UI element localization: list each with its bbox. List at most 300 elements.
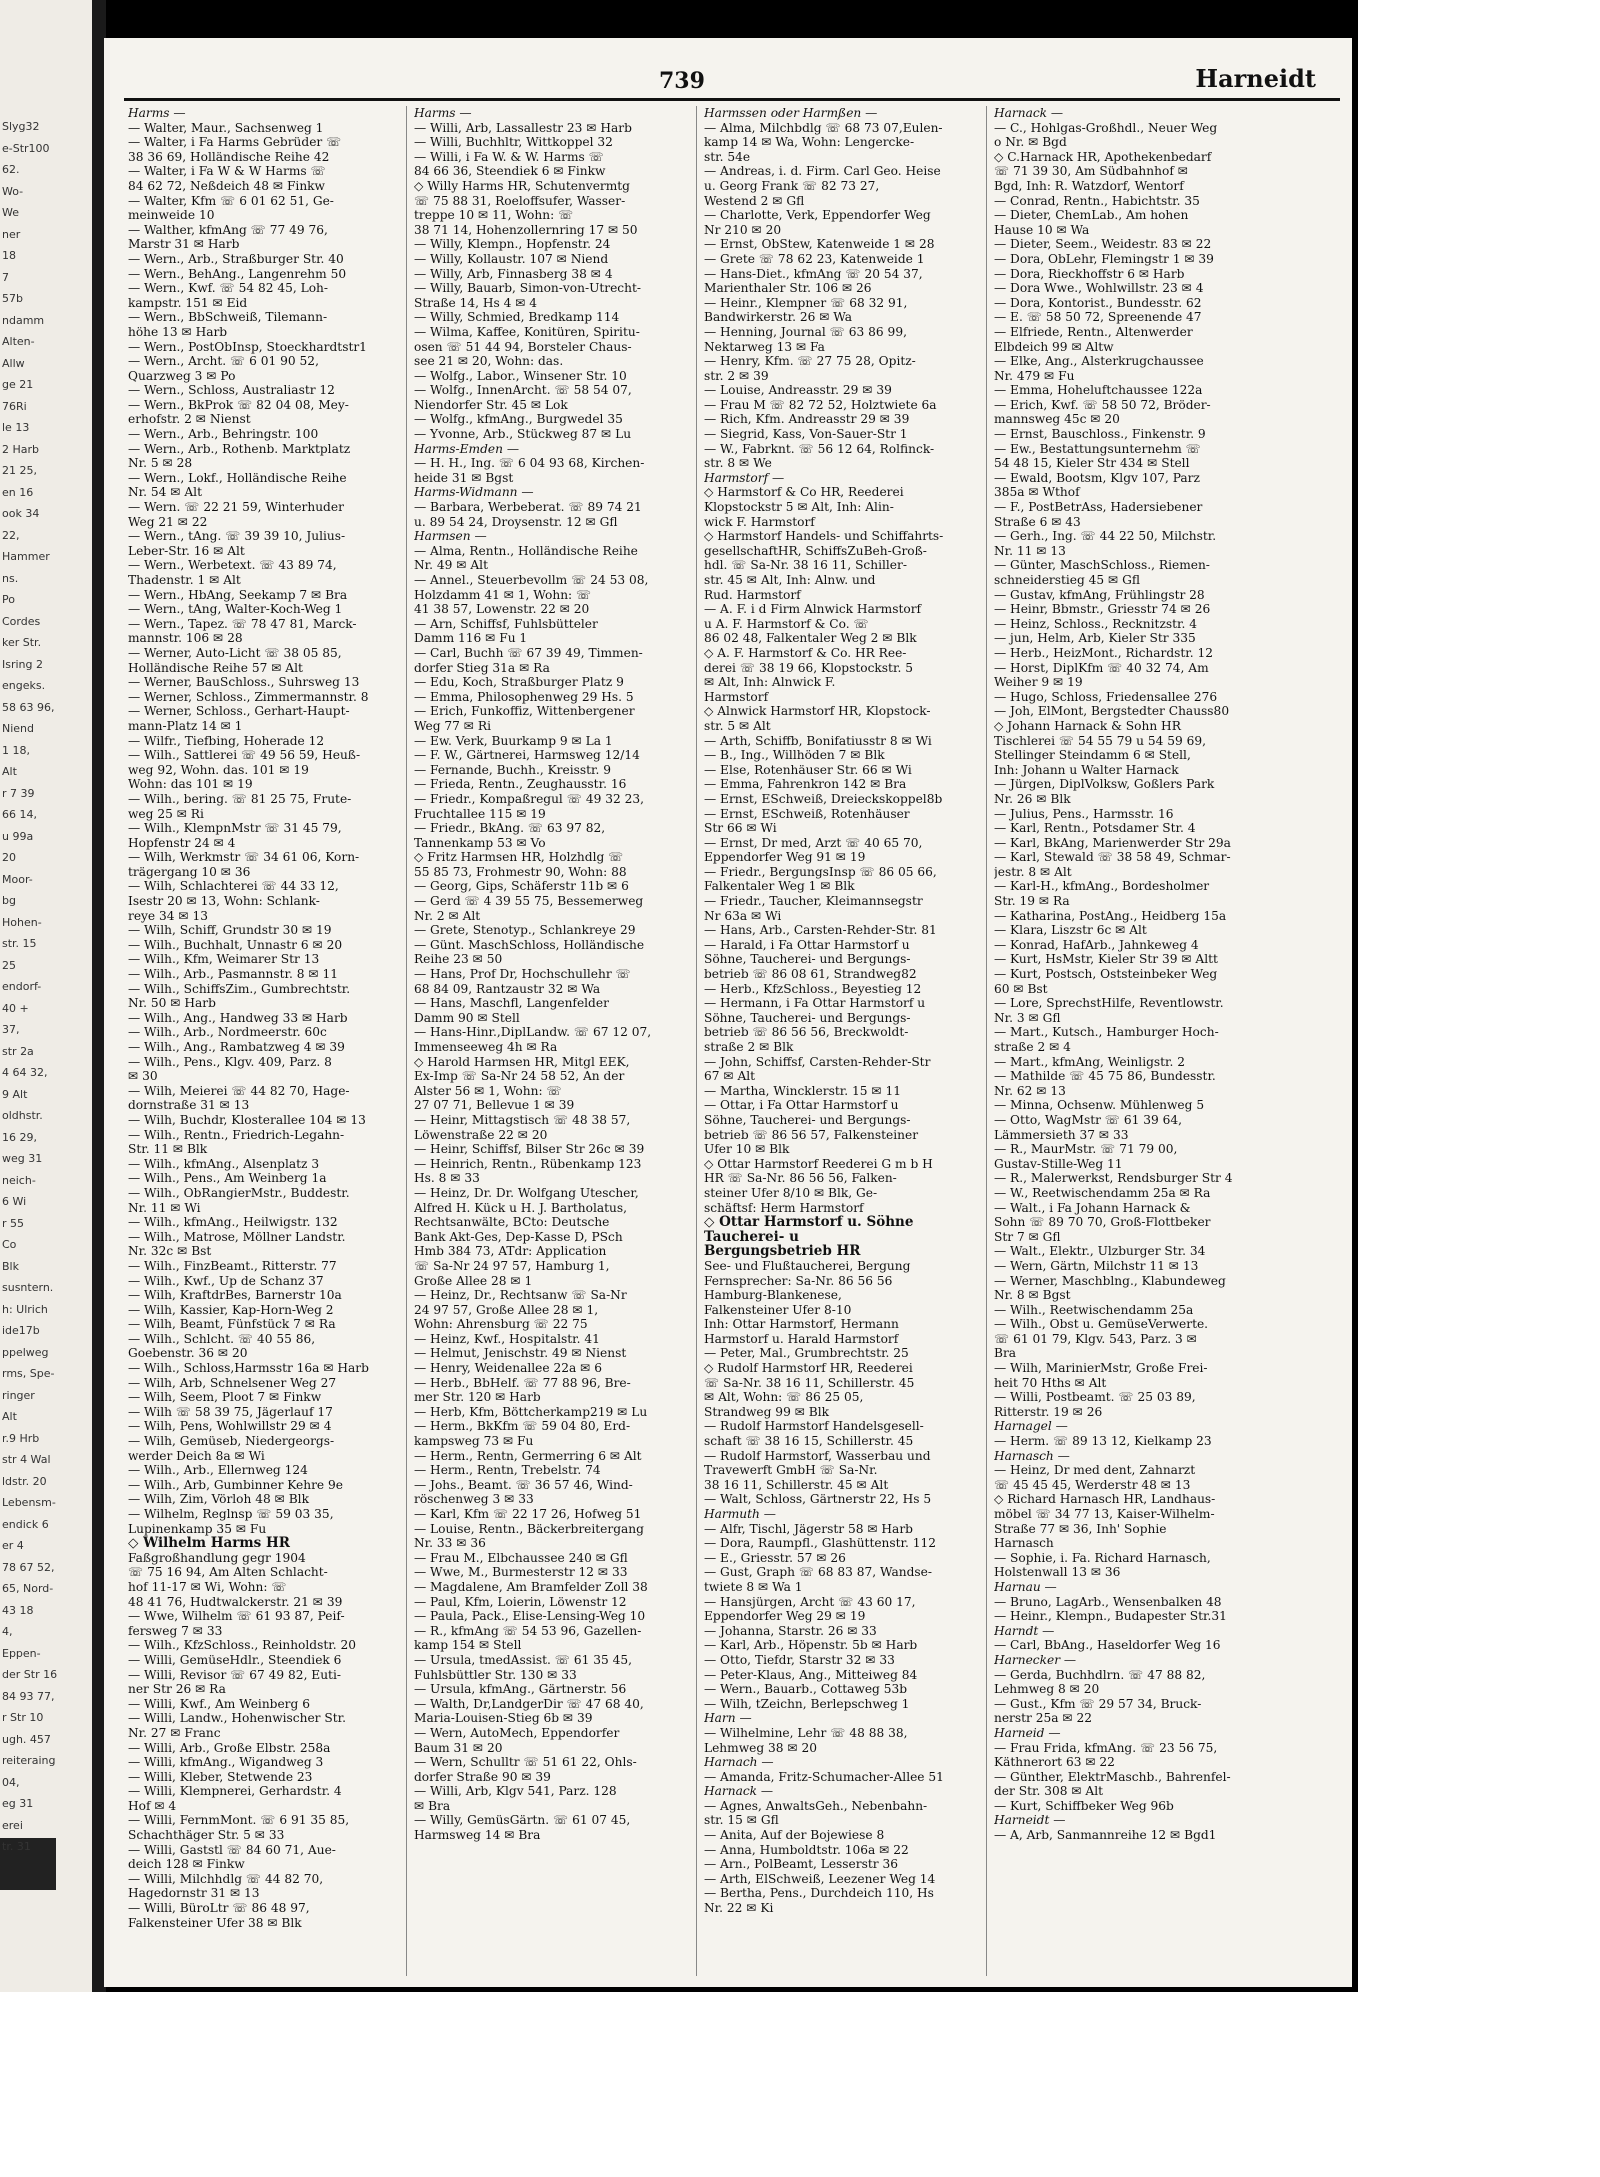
directory-entry: — B., Ing., Willhöden 7 ✉ Blk [704, 748, 885, 763]
directory-entry: ner Str 26 ✉ Ra [128, 1682, 226, 1697]
directory-entry: — Werner, Auto-Licht ☏ 38 05 85, [128, 645, 342, 660]
directory-entry: — Rudolf Harmstorf, Wasserbau und [704, 1448, 931, 1463]
directory-entry: — Hans, Maschfl, Langenfelder [414, 996, 609, 1011]
directory-entry: — Wilh., Obst u. GemüseVerwerte. [994, 1317, 1209, 1332]
margin-fragment: Moor- [2, 872, 33, 886]
directory-entry: — Wilfr., Tiefbing, Hoherade 12 [128, 733, 325, 748]
directory-entry: Nr. 11 ✉ 13 [994, 543, 1066, 558]
directory-entry: 38 16 11, Schillerstr. 45 ✉ Alt [704, 1477, 889, 1492]
surname-heading: Harnack — [994, 106, 1064, 120]
directory-entry: — Wern., Archt. ☏ 6 01 90 52, [128, 354, 319, 369]
directory-entry: — Otto, Tiefdr, Starstr 32 ✉ 33 [704, 1652, 895, 1667]
directory-entry: Lehmweg 8 ✉ 20 [994, 1682, 1100, 1697]
margin-fragment: le 13 [2, 421, 30, 434]
directory-entry: Nr. 22 ✉ Ki [704, 1901, 774, 1916]
directory-entry: — Wwe, M., Burmesterstr 12 ✉ 33 [414, 1565, 628, 1580]
margin-fragment: ook 34 [2, 507, 40, 520]
directory-entry: — Wilh, Werkmstr ☏ 34 61 06, Korn- [128, 850, 360, 865]
directory-entry: Nr. 26 ✉ Blk [994, 791, 1071, 806]
directory-entry: — Frau M., Elbchaussee 240 ✉ Gfl [414, 1550, 628, 1565]
directory-entry: trägergang 10 ✉ 36 [128, 864, 251, 879]
directory-entry: Hamburg-Blankenese, [704, 1288, 842, 1303]
directory-entry: kamp 154 ✉ Stell [414, 1638, 522, 1653]
directory-entry: — Wilh, Schiff, Grundstr 30 ✉ 19 [128, 923, 332, 938]
directory-entry: Käthnerort 63 ✉ 22 [994, 1755, 1115, 1770]
directory-entry: — Willi, GemüseHdlr., Steendiek 6 [128, 1652, 342, 1667]
directory-entry: — Kurt, Schiffbeker Weg 96b [994, 1798, 1174, 1813]
directory-entry: — Mathilde ☏ 45 75 86, Bundesstr. [994, 1069, 1216, 1084]
directory-entry: — Willi, Arb., Große Elbstr. 258a [128, 1740, 331, 1755]
directory-entry: — Otto, WagMstr ☏ 61 39 64, [994, 1112, 1183, 1127]
directory-entry: — Friedr., Kompaßregul ☏ 49 32 23, [414, 791, 644, 806]
directory-entry: — Willi, Milchhdlg ☏ 44 82 70, [128, 1871, 324, 1886]
directory-entry: — Frau M ☏ 82 72 52, Holztwiete 6a [704, 397, 937, 412]
directory-entry: Nr 63a ✉ Wi [704, 908, 782, 923]
directory-entry: — Wilh., Ang., Handweg 33 ✉ Harb [128, 1010, 348, 1025]
directory-entry: — Heinrich, Rentn., Rübenkamp 123 [414, 1156, 642, 1171]
directory-entry: nerstr 25a ✉ 22 [994, 1711, 1092, 1726]
surname-heading: Harnagel — [994, 1419, 1068, 1434]
directory-entry: — Wern., Werbetext. ☏ 43 89 74, [128, 558, 337, 573]
directory-entry: Hs. 8 ✉ 33 [414, 1171, 480, 1186]
directory-entry: — jun, Helm, Arb, Kieler Str 335 [994, 631, 1196, 646]
directory-entry: mer Str. 120 ✉ Harb [414, 1390, 541, 1405]
page-number: 739 [659, 68, 705, 94]
directory-entry: Nr. 11 ✉ Wi [128, 1200, 201, 1215]
directory-entry: — Werner, Maschblng., Klabundeweg [994, 1273, 1226, 1288]
directory-entry: — Grete ☏ 78 62 23, Katenweide 1 [704, 251, 925, 266]
directory-entry: Nr. 49 ✉ Alt [414, 558, 488, 573]
directory-entry: — Emma, Philosophenweg 29 Hs. 5 [414, 689, 634, 704]
margin-fragment: 76Ri [2, 399, 27, 413]
directory-entry: — Ernst, ESchweiß, Dreieckskoppel8b [704, 791, 943, 806]
margin-fragment: Lebensm- [2, 1496, 56, 1509]
directory-entry: Harmsweg 14 ✉ Bra [414, 1828, 541, 1843]
directory-entry: betrieb ☏ 86 56 56, Breckwoldt- [704, 1025, 909, 1040]
directory-entry: — John, Schiffsf, Carsten-Rehder-Str [704, 1054, 931, 1069]
directory-entry: Strandweg 99 ✉ Blk [704, 1404, 830, 1419]
directory-entry: — Hans-Hinr.,DiplLandw. ☏ 67 12 07, [414, 1025, 652, 1040]
directory-entry: — Herm., Rentn, Germerring 6 ✉ Alt [414, 1448, 642, 1463]
running-head: Harneidt [1195, 64, 1316, 93]
directory-entry: — Ernst, Dr med, Arzt ☏ 40 65 70, [704, 835, 923, 850]
directory-page [104, 38, 1352, 1987]
directory-entry: — Gerh., Ing. ☏ 44 22 50, Milchstr. [994, 529, 1217, 544]
directory-entry: straße 2 ✉ 4 [994, 1040, 1071, 1054]
directory-entry: — Wilh., Pens., Am Weinberg 1a [128, 1171, 327, 1186]
directory-entry: hdl. ☏ Sa-Nr. 38 16 11, Schiller- [704, 558, 907, 573]
directory-entry: — Wilh., Kwf., Up de Schanz 37 [128, 1273, 324, 1288]
directory-entry: Weg 21 ✉ 22 [128, 514, 208, 529]
directory-entry: Inh: Johann u Walter Harnack [994, 762, 1179, 777]
directory-entry: — Bertha, Pens., Durchdeich 110, Hs [704, 1886, 934, 1901]
directory-entry: — Julius, Pens., Harmsstr. 16 [994, 806, 1174, 821]
column-2 [414, 106, 690, 1843]
directory-entry: ✉ Alt, Inh: Alnwick F. [704, 675, 836, 690]
directory-entry: — Arth, Schiffb, Bonifatiusstr 8 ✉ Wi [704, 733, 932, 748]
directory-entry: erhofstr. 2 ✉ Nienst [128, 412, 251, 427]
margin-fragment: Cordes [2, 614, 41, 628]
directory-entry: — Ernst, ESchweiß, Rotenhäuser [704, 806, 910, 821]
directory-entry: — Anita, Auf der Bojewiese 8 [704, 1828, 885, 1843]
directory-entry: Hause 10 ✉ Wa [994, 222, 1090, 237]
directory-entry: o Nr. ✉ Bgd [994, 135, 1067, 150]
directory-entry: str. 15 ✉ Gfl [704, 1813, 779, 1828]
directory-entry: — Emma, Hoheluftchaussee 122a [994, 383, 1203, 398]
margin-fragment: 4, [2, 1625, 13, 1638]
directory-entry: 84 62 72, Neßdeich 48 ✉ Finkw [128, 178, 325, 193]
directory-entry: Harmstorf [704, 689, 769, 704]
directory-entry: Faßgroßhandlung gegr 1904 [128, 1550, 306, 1565]
directory-entry: — Louise, Andreasstr. 29 ✉ 39 [704, 383, 892, 398]
directory-entry: — Frau Frida, kfmAng. ☏ 23 56 75, [994, 1740, 1218, 1755]
margin-fragment: ppelweg [2, 1345, 49, 1359]
directory-entry: — Wilh, Kassier, Kap-Horn-Weg 2 [128, 1302, 334, 1317]
directory-entry: 38 71 14, Hohenzollernring 17 ✉ 50 [414, 222, 638, 237]
margin-fragment: r Str 10 [2, 1711, 44, 1724]
directory-entry: Goebenstr. 36 ✉ 20 [128, 1346, 248, 1361]
directory-entry: Thadenstr. 1 ✉ Alt [128, 573, 241, 587]
directory-entry: — Andreas, i. d. Firm. Carl Geo. Heise [704, 164, 941, 179]
margin-fragment: Niend [2, 722, 35, 735]
directory-entry: ✉ Alt, Wohn: ☏ 86 25 05, [704, 1390, 864, 1405]
directory-entry: — Wern., Tapez. ☏ 78 47 81, Marck- [128, 616, 357, 631]
directory-entry: — Wilh, Zim, Vörloh 48 ✉ Blk [128, 1492, 309, 1507]
directory-entry: reye 34 ✉ 13 [128, 908, 208, 923]
directory-entry: str. 5 ✉ Alt [704, 718, 771, 733]
directory-entry: schneiderstieg 45 ✉ Gfl [994, 573, 1141, 587]
directory-entry: — Carl, BbAng., Haseldorfer Weg 16 [994, 1638, 1221, 1653]
directory-entry: — Hansjürgen, Archt ☏ 43 60 17, [704, 1594, 916, 1609]
margin-fragment: ide17b [2, 1324, 40, 1337]
margin-fragment: Blk [2, 1259, 19, 1273]
directory-entry: 41 38 57, Lowenstr. 22 ✉ 20 [414, 602, 590, 617]
directory-entry: — Wilh., Ang., Rambatzweg 4 ✉ 39 [128, 1040, 345, 1054]
margin-fragment: 2 Harb [2, 442, 40, 456]
directory-entry: — Willi, Kwf., Am Weinberg 6 [128, 1696, 310, 1711]
directory-entry: — Ew., Bestattungsunternehm ☏ [994, 441, 1201, 456]
directory-entry: 84 66 36, Steendiek 6 ✉ Finkw [414, 164, 606, 179]
directory-entry: Große Allee 28 ✉ 1 [414, 1273, 533, 1288]
margin-fragment: Alten- [2, 335, 35, 348]
margin-fragment: 37, [2, 1023, 20, 1036]
margin-fragment: Wo- [2, 184, 24, 198]
directory-entry: — Elke, Ang., Alsterkrugchaussee [994, 354, 1204, 369]
directory-entry: — Wilh., Arb., Pasmannstr. 8 ✉ 11 [128, 967, 338, 982]
directory-entry: Gustav-Stille-Weg 11 [994, 1156, 1123, 1171]
directory-entry: Alster 56 ✉ 1, Wohn: ☏ [414, 1083, 562, 1098]
directory-entry: — Wilh., Rentn., Friedrich-Legahn- [128, 1127, 345, 1142]
margin-fragment: 22, [2, 528, 20, 542]
directory-entry: — Walt, Schloss, Gärtnerstr 22, Hs 5 [704, 1492, 932, 1507]
directory-entry: Str 7 ✉ Gfl [994, 1229, 1061, 1244]
directory-entry: — Werner, Schloss., Gerhart-Haupt- [128, 704, 350, 719]
directory-entry: ◇ Johann Harnack & Sohn HR [994, 718, 1181, 733]
directory-entry: — Willi, Gaststl ☏ 84 60 71, Aue- [128, 1842, 336, 1857]
directory-entry: — Charlotte, Verk, Eppendorfer Weg [704, 208, 931, 223]
surname-heading: Harms-Emden — [414, 441, 520, 456]
directory-entry: Bgd, Inh: R. Watzdorf, Wentorf [994, 178, 1184, 193]
directory-entry: — Walther, kfmAng ☏ 77 49 76, [128, 222, 328, 237]
directory-entry: — Wilh, Beamt, Fünfstück 7 ✉ Ra [128, 1317, 336, 1332]
margin-fragment: 9 Alt [2, 1087, 28, 1101]
directory-entry: — Wilh., KlempnMstr ☏ 31 45 79, [128, 821, 342, 836]
directory-entry: werder Deich 8a ✉ Wi [128, 1448, 265, 1463]
directory-entry: — Katharina, PostAng., Heidberg 15a [994, 908, 1227, 923]
margin-fragment: ldstr. 20 [2, 1474, 47, 1488]
directory-entry: — Gust., Kfm ☏ 29 57 34, Bruck- [994, 1696, 1202, 1711]
directory-entry: Löwenstraße 22 ✉ 20 [414, 1127, 548, 1142]
directory-entry: hof 11-17 ✉ Wi, Wohn: ☏ [128, 1579, 287, 1594]
directory-entry: 385a ✉ Wthof [994, 485, 1080, 500]
directory-entry: — Wern., Kwf. ☏ 54 82 45, Loh- [128, 281, 328, 296]
directory-entry: Weiher 9 ✉ 19 [994, 675, 1083, 690]
directory-entry: — Bruno, LagArb., Wensenbalken 48 [994, 1594, 1222, 1609]
directory-entry: mannsweg 45c ✉ 20 [994, 412, 1120, 427]
directory-entry: Lupinenkamp 35 ✉ Fu [128, 1521, 267, 1536]
directory-entry: u. Georg Frank ☏ 82 73 27, [704, 178, 880, 193]
directory-entry: — Jürgen, DiplVolksw, Goßlers Park [994, 777, 1215, 792]
directory-entry: — Elfriede, Rentn., Altenwerder [994, 324, 1193, 339]
directory-entry: — Walt., Elektr., Ulzburger Str. 34 [994, 1244, 1206, 1259]
directory-entry: — Alma, Milchbdlg ☏ 68 73 07,Eulen- [704, 120, 943, 135]
directory-entry: ☏ Sa-Nr. 38 16 11, Schillerstr. 45 [704, 1375, 915, 1390]
margin-fragment: Allw [2, 356, 25, 370]
directory-entry: Wohn: Ahrensburg ☏ 22 75 [414, 1317, 588, 1332]
directory-entry: straße 2 ✉ Blk [704, 1040, 794, 1054]
margin-fragment: eg 31 [2, 1797, 34, 1810]
directory-entry: — Wilh, MarinierMstr, Große Frei- [994, 1361, 1208, 1376]
directory-entry: schäftsf: Herm Harmstorf [704, 1200, 864, 1215]
directory-entry: u. 89 54 24, Droysenstr. 12 ✉ Gfl [414, 514, 618, 529]
directory-entry: Lämmersieth 37 ✉ 33 [994, 1127, 1129, 1142]
directory-entry: ✉ 30 [128, 1069, 158, 1084]
directory-entry: 48 41 76, Hudtwalckerstr. 21 ✉ 39 [128, 1594, 343, 1609]
directory-entry: — Ernst, Bauschloss., Finkenstr. 9 [994, 427, 1206, 442]
directory-entry: — Willi, Klempnerei, Gerhardstr. 4 [128, 1784, 342, 1799]
directory-entry: — Karl, Stewald ☏ 38 58 49, Schmar- [994, 850, 1231, 865]
directory-entry: — Wilh, Schlachterei ☏ 44 33 12, [128, 879, 339, 894]
directory-entry: Elbdeich 99 ✉ Altw [994, 339, 1114, 354]
margin-fragment: rms, Spe- [2, 1367, 55, 1380]
directory-entry: — Wilh., Matrose, Möllner Landstr. [128, 1229, 346, 1244]
directory-entry: Nr. 27 ✉ Franc [128, 1725, 221, 1740]
directory-entry: — Karl, Arb., Höpenstr. 5b ✉ Harb [704, 1638, 918, 1653]
directory-entry: — R., Malerwerkst, Rendsburger Str 4 [994, 1171, 1233, 1186]
directory-entry: — Wilh., FinzBeamt., Ritterstr. 77 [128, 1258, 337, 1273]
surname-heading: Harnasch — [994, 1448, 1070, 1463]
directory-entry: — Wwe, Wilhelm ☏ 61 93 87, Peif- [128, 1609, 345, 1624]
margin-fragment: Hohen- [2, 915, 42, 929]
directory-entry: deich 128 ✉ Finkw [128, 1857, 245, 1872]
margin-fragment: Eppen- [2, 1646, 41, 1660]
directory-entry: Straße 14, Hs 4 ✉ 4 [414, 295, 538, 310]
directory-entry: treppe 10 ✉ 11, Wohn: ☏ [414, 208, 574, 223]
surname-heading: Harmssen oder Harmßen — [704, 106, 878, 120]
margin-fragment: u 99a [2, 829, 34, 843]
directory-entry: Eppendorfer Weg 91 ✉ 19 [704, 850, 866, 865]
directory-entry: — A. F. i d Firm Alnwick Harmstorf [704, 602, 922, 617]
directory-entry: — Wilh, Gemüseb, Niedergeorgs- [128, 1434, 335, 1449]
directory-entry: — E. ☏ 58 50 72, Spreenende 47 [994, 310, 1202, 325]
directory-entry: — Wern., HbAng, Seekamp 7 ✉ Bra [128, 587, 348, 602]
directory-entry: u A. F. Harmstorf & Co. ☏ [704, 616, 869, 631]
directory-entry: str. 45 ✉ Alt, Inh: Alnw. und [704, 573, 876, 587]
directory-entry: Stellinger Steindamm 6 ✉ Stell, [994, 748, 1191, 763]
margin-fragment: ndamm [2, 313, 45, 327]
directory-entry: 38 36 69, Holländische Reihe 42 [128, 149, 330, 164]
directory-entry: — Wern, AutoMech, Eppendorfer [414, 1725, 620, 1740]
margin-fragment: str 2a [2, 1044, 34, 1058]
directory-entry: Nr. 3 ✉ Gfl [994, 1010, 1061, 1025]
directory-entry: — Günther, ElektrMaschb., Bahrenfel- [994, 1769, 1231, 1784]
directory-entry: Nr. 33 ✉ 36 [414, 1536, 486, 1551]
directory-entry: Holstenwall 13 ✉ 36 [994, 1565, 1121, 1580]
directory-entry: Bergungsbetrieb HR [704, 1244, 861, 1259]
directory-entry: — Hans-Diet., kfmAng ☏ 20 54 37, [704, 266, 923, 281]
directory-entry: — Heinz, Kwf., Hospitalstr. 41 [414, 1331, 600, 1346]
directory-entry: betrieb ☏ 86 56 57, Falkensteiner [704, 1127, 919, 1142]
directory-entry: Nr. 32c ✉ Bst [128, 1244, 212, 1259]
margin-fragment: 65, Nord- [2, 1582, 54, 1595]
margin-fragment: oldhstr. [2, 1109, 43, 1122]
directory-entry: — Wern., Arb., Straßburger Str. 40 [128, 251, 344, 266]
directory-entry: Leber-Str. 16 ✉ Alt [128, 543, 245, 558]
directory-entry: ◇ Harmstorf & Co HR, Reederei [704, 485, 904, 500]
margin-fragment: r 55 [2, 1216, 25, 1230]
directory-entry: — Arn., PolBeamt, Lesserstr 36 [704, 1857, 898, 1872]
directory-entry: — Horst, DiplKfm ☏ 40 32 74, Am [994, 660, 1209, 675]
surname-heading: Harmuth — [704, 1507, 776, 1521]
directory-entry: see 21 ✉ 20, Wohn: das. [414, 354, 564, 369]
directory-entry: Marstr 31 ✉ Harb [128, 237, 240, 252]
directory-entry: ◇ Ottar Harmstorf u. Söhne [704, 1215, 914, 1230]
margin-fragment: 57b [2, 292, 23, 305]
directory-entry: str. 2 ✉ 39 [704, 368, 769, 383]
directory-entry: — A, Arb, Sanmannreihe 12 ✉ Bgd1 [994, 1828, 1217, 1843]
directory-entry: — Walth, Dr,LandgerDir ☏ 47 68 40, [414, 1696, 644, 1711]
directory-entry: — Gerda, Buchhdlrn. ☏ 47 88 82, [994, 1667, 1206, 1682]
margin-fragment: 78 67 52, [2, 1560, 55, 1574]
directory-entry: ◇ Fritz Harmsen HR, Holzhdlg ☏ [414, 850, 624, 865]
directory-entry: — Wilma, Kaffee, Konitüren, Spiritu- [414, 324, 640, 339]
margin-fragment: 84 93 77, [2, 1689, 55, 1703]
margin-fragment: 7 [2, 270, 9, 284]
directory-entry: — Johs., Beamt. ☏ 36 57 46, Wind- [414, 1477, 633, 1492]
directory-entry: — Herb., HeizMont., Richardstr. 12 [994, 645, 1214, 660]
directory-entry: — Herb, Kfm, Böttcherkamp219 ✉ Lu [414, 1404, 648, 1419]
directory-entry: Marienthaler Str. 106 ✉ 26 [704, 281, 872, 296]
directory-entry: Nr. 479 ✉ Fu [994, 368, 1075, 383]
directory-entry: ◇ Wilhelm Harms HR [128, 1536, 290, 1551]
margin-fragment: ge 21 [2, 378, 34, 391]
directory-entry: str. 8 ✉ We [704, 456, 772, 471]
directory-entry: Söhne, Taucherei- und Bergungs- [704, 952, 911, 967]
margin-fragment: 40 + [2, 1001, 29, 1015]
directory-entry: — Wern., Schloss, Australiastr 12 [128, 383, 335, 398]
margin-fragment: We [2, 206, 19, 219]
directory-entry: — Alma, Rentn., Holländische Reihe [414, 543, 638, 558]
directory-entry: — Wilh., Kfm, Weimarer Str 13 [128, 952, 320, 967]
directory-entry: — Wern. ☏ 22 21 59, Winterhuder [128, 500, 344, 515]
directory-entry: Quarzweg 3 ✉ Po [128, 368, 236, 383]
directory-entry: kampsweg 73 ✉ Fu [414, 1434, 534, 1449]
directory-entry: — Emma, Fahrenkron 142 ✉ Bra [704, 777, 907, 792]
directory-entry: — Karl, Kfm ☏ 22 17 26, Hofweg 51 [414, 1507, 642, 1521]
directory-entry: — Mart., Kutsch., Hamburger Hoch- [994, 1025, 1219, 1040]
surname-heading: Harnach — [704, 1755, 774, 1770]
directory-entry: Hopfenstr 24 ✉ 4 [128, 835, 236, 850]
directory-entry: — Wilh., Arb., Nordmeerstr. 60c [128, 1025, 327, 1040]
directory-entry: — Wilhelmine, Lehr ☏ 48 88 38, [704, 1725, 908, 1740]
directory-entry: — Arn, Schiffsf, Fuhlsbütteler [414, 616, 598, 631]
directory-entry: str. 54e [704, 149, 751, 164]
directory-entry: — Heinr., Klempn., Budapester Str.31 [994, 1609, 1227, 1624]
directory-entry: Falkensteiner Ufer 38 ✉ Blk [128, 1915, 302, 1930]
margin-fragment: bg [2, 894, 16, 907]
directory-entry: — Rudolf Harmstorf Handelsgesell- [704, 1419, 924, 1434]
directory-entry: — Conrad, Rentn., Habichtstr. 35 [994, 193, 1200, 208]
directory-entry: — Kurt, Postsch, Oststeinbeker Weg [994, 967, 1218, 982]
directory-entry: — Paul, Kfm, Loierin, Löwenstr 12 [414, 1594, 627, 1609]
directory-entry: — Erich, Funkoffiz, Wittenbergener [414, 704, 635, 719]
directory-entry: 24 97 57, Große Allee 28 ✉ 1, [414, 1302, 599, 1317]
directory-entry: — Helmut, Jenischstr. 49 ✉ Nienst [414, 1346, 627, 1361]
directory-entry: höhe 13 ✉ Harb [128, 324, 228, 339]
directory-entry: — Günter, MaschSchloss., Riemen- [994, 558, 1210, 573]
directory-entry: ◇ Harmstorf Handels- und Schiffahrts- [704, 529, 944, 544]
directory-entry: Inh: Ottar Harmstorf, Hermann [704, 1317, 899, 1332]
directory-entry: mannstr. 106 ✉ 28 [128, 631, 243, 646]
margin-fragment: tr. 31 [2, 1840, 31, 1853]
surname-heading: Harmstorf — [704, 470, 785, 485]
surname-heading: Harmsen — [414, 529, 487, 544]
directory-entry: ☏ 45 45 45, Werderstr 48 ✉ 13 [994, 1477, 1191, 1492]
directory-entry: Weg 77 ✉ Ri [414, 718, 491, 733]
directory-entry: — Hermann, i Fa Ottar Harmstorf u [704, 996, 926, 1011]
directory-entry: — Georg, Gips, Schäferstr 11b ✉ 6 [414, 879, 629, 894]
directory-entry: — Wilh ☏ 58 39 75, Jägerlauf 17 [128, 1404, 333, 1419]
directory-entry: — Martha, Wincklerstr. 15 ✉ 11 [704, 1083, 901, 1098]
directory-entry: twiete 8 ✉ Wa 1 [704, 1579, 803, 1594]
directory-entry: dorfer Stieg 31a ✉ Ra [414, 660, 550, 675]
directory-entry: gesellschaftHR, SchiffsZuBeh-Groß- [704, 543, 927, 558]
directory-entry: Immenseeweg 4h ✉ Ra [414, 1040, 558, 1054]
directory-entry: Lehmweg 38 ✉ 20 [704, 1740, 818, 1755]
directory-entry: — Ursula, tmedAssist. ☏ 61 35 45, [414, 1652, 633, 1667]
directory-entry: Schachthäger Str. 5 ✉ 33 [128, 1828, 285, 1843]
directory-entry: — Karl, BkAng, Marienwerder Str 29a [994, 835, 1231, 850]
directory-entry: — Willi, Arb, Lassallestr 23 ✉ Harb [414, 120, 632, 135]
margin-fragment: Po [2, 593, 15, 606]
directory-entry: — Dora, Raumpfl., Glashüttenstr. 112 [704, 1536, 937, 1551]
directory-entry: — Wolfg., InnenArcht. ☏ 58 54 07, [414, 383, 632, 398]
directory-entry: dorfer Straße 90 ✉ 39 [414, 1769, 551, 1784]
directory-entry: Hmb 384 73, ATdr: Application [414, 1244, 607, 1259]
directory-entry: — Dora, Rieckhoffstr 6 ✉ Harb [994, 266, 1185, 281]
directory-entry: ◇ C.Harnack HR, Apothekenbedarf [994, 149, 1212, 164]
margin-fragment: reiteraing [2, 1754, 56, 1767]
margin-fragment: ner [2, 227, 21, 241]
directory-entry: jestr. 8 ✉ Alt [994, 864, 1072, 879]
header-rule [124, 98, 1340, 101]
directory-entry: — Wern., tAng, Walter-Koch-Weg 1 [128, 602, 343, 617]
directory-entry: Falkentaler Weg 1 ✉ Blk [704, 879, 855, 894]
directory-entry: — Heinr., Klempner ☏ 68 32 91, [704, 295, 908, 310]
directory-entry: — Willi, Buchhltr, Wittkoppel 32 [414, 135, 613, 150]
directory-entry: — Wilh., Sattlerei ☏ 49 56 59, Heuß- [128, 748, 361, 763]
directory-entry: — Herm., BkKfm ☏ 59 04 80, Erd- [414, 1419, 631, 1434]
